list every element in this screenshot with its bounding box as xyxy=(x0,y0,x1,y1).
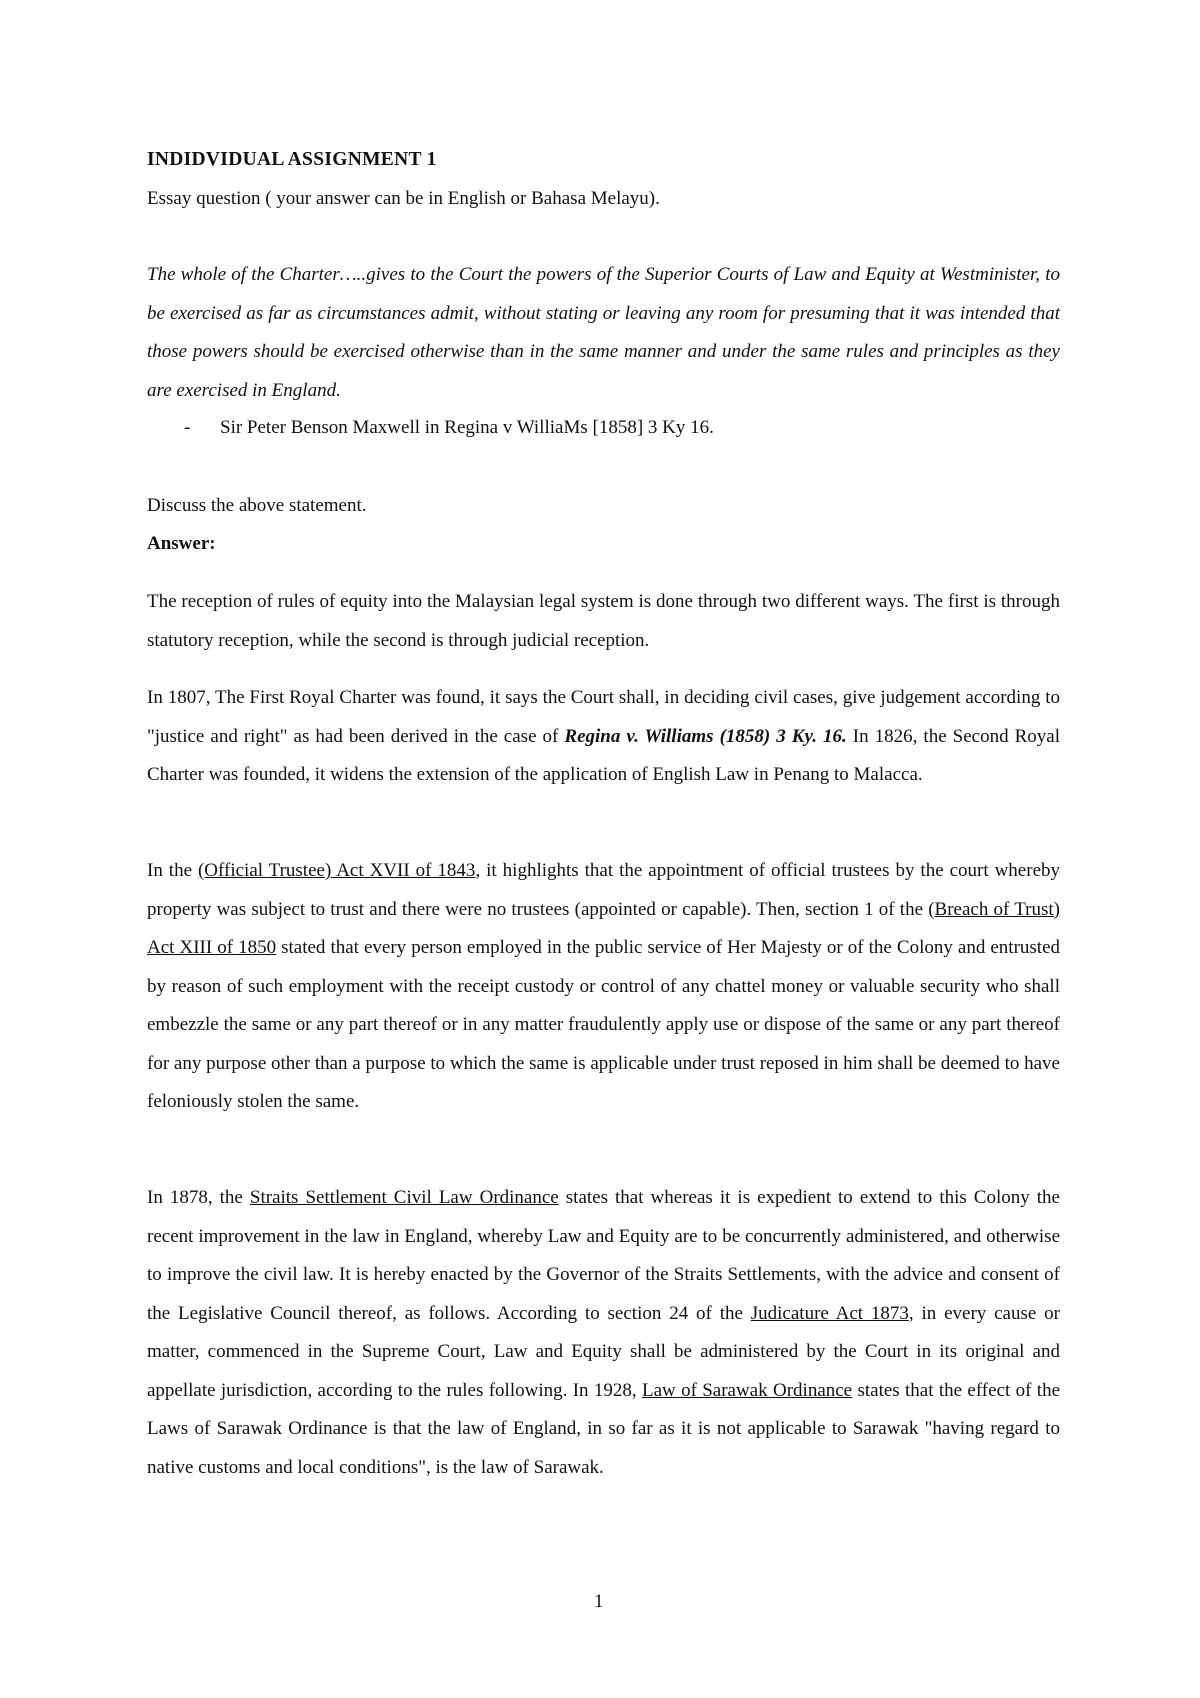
paragraph-4-text-d: states that the effect of the Laws of Sarawak Ordinance is that the law of England, in so far as it is not applicable to Sarawak "having regard to native customs and local conditions", is the law of Sarawak. xyxy=(147,1379,1060,1478)
paragraph-4-text-c: , in every cause or matter, commenced in the Supreme Court, Law and Equity shall be administered by the Court in its original and appellate jurisdiction, according to the rules following. In 1928, xyxy=(147,1302,1060,1401)
assignment-title: INDIDVIDUAL ASSIGNMENT 1 xyxy=(147,149,437,170)
paragraph-3-text-a: In the xyxy=(147,860,198,881)
sarawak-ordinance: Law of Sarawak Ordinance xyxy=(641,1379,853,1401)
discussion-prompt: Discuss the above statement. xyxy=(147,495,367,516)
answer-label: Answer: xyxy=(147,533,216,554)
answer-paragraph-3 xyxy=(147,852,1060,1122)
paragraph-4-text-a: In 1878, the xyxy=(147,1187,250,1208)
attribution-dash: - xyxy=(184,417,191,438)
paragraph-2-text-a: In 1807, The First Royal Charter was found, it says the Court shall, in deciding civil cases, give judgement according to "justice and right" as had been derived in the case of xyxy=(147,687,1060,747)
paragraph-4-text-b: states that whereas it is expedient to extend to this Colony the recent improvement in the law in England, whereby Law and Equity are to be concurrently administered, and otherwise to improve the civil law. It is hereby enacted by the Governor of the Straits Settlements, with the advice and consent of the Legislative Council thereof, as follows. According to section 24 of the xyxy=(147,1187,1060,1324)
case-citation: Regina v. Williams (1858) 3 Ky. 16. xyxy=(564,725,847,747)
attribution-text: Sir Peter Benson Maxwell in Regina v WilliaMs [1858] 3 Ky 16. xyxy=(220,417,714,438)
judicature-act: Judicature Act 1873 xyxy=(750,1302,909,1324)
paragraph-3-text-b: , it highlights that the appointment of official trustees by the court whereby property was subject to trust and there were no trustees (appointed or capable). Then, section 1 of the xyxy=(147,860,1061,920)
page-number: 1 xyxy=(594,1591,604,1612)
official-trustee-act: (Official Trustee) Act XVII of 1843 xyxy=(197,860,476,881)
paragraph-2-text-b: In 1826, the Second Royal Charter was founded, it widens the extension of the application of English Law in Penang to Malacca. xyxy=(147,725,1061,785)
answer-paragraph-2 xyxy=(147,679,1060,795)
answer-paragraph-4 xyxy=(147,1179,1060,1487)
quoted-statement: The whole of the Charter…..gives to the Court the powers of the Superior Courts of Law and Equity at Westminister, to be exercised as far as circumstances admit, without stating or leaving any room for presuming that it was intended that those powers should be exercised otherwise than in the same manner and under the same rules and principles as they are exercised in England. xyxy=(147,264,1060,401)
answer-paragraph-1: The reception of rules of equity into the Malaysian legal system is done through two different ways. The first is through statutory reception, while the second is through judicial reception. xyxy=(147,591,1060,651)
quote-attribution xyxy=(184,409,714,448)
essay-question-instruction: Essay question ( your answer can be in English or Bahasa Melayu). xyxy=(147,188,660,209)
breach-of-trust-act: (Breach of Trust) Act XIII of 1850 xyxy=(147,898,1060,958)
civil-law-ordinance: Straits Settlement Civil Law Ordinance xyxy=(249,1187,559,1208)
paragraph-3-text-c: stated that every person employed in the public service of Her Majesty or of the Colony and entrusted by reason of such employment with the receipt custody or control of any chattel money or valuable security who shall embezzle the same or any part thereof or in any matter fraudulently apply use or dispose of the same or any part thereof for any purpose other than a purpose to which the same is applicable under trust reposed in him shall be deemed to have feloniously stolen the same. xyxy=(147,937,1060,1112)
